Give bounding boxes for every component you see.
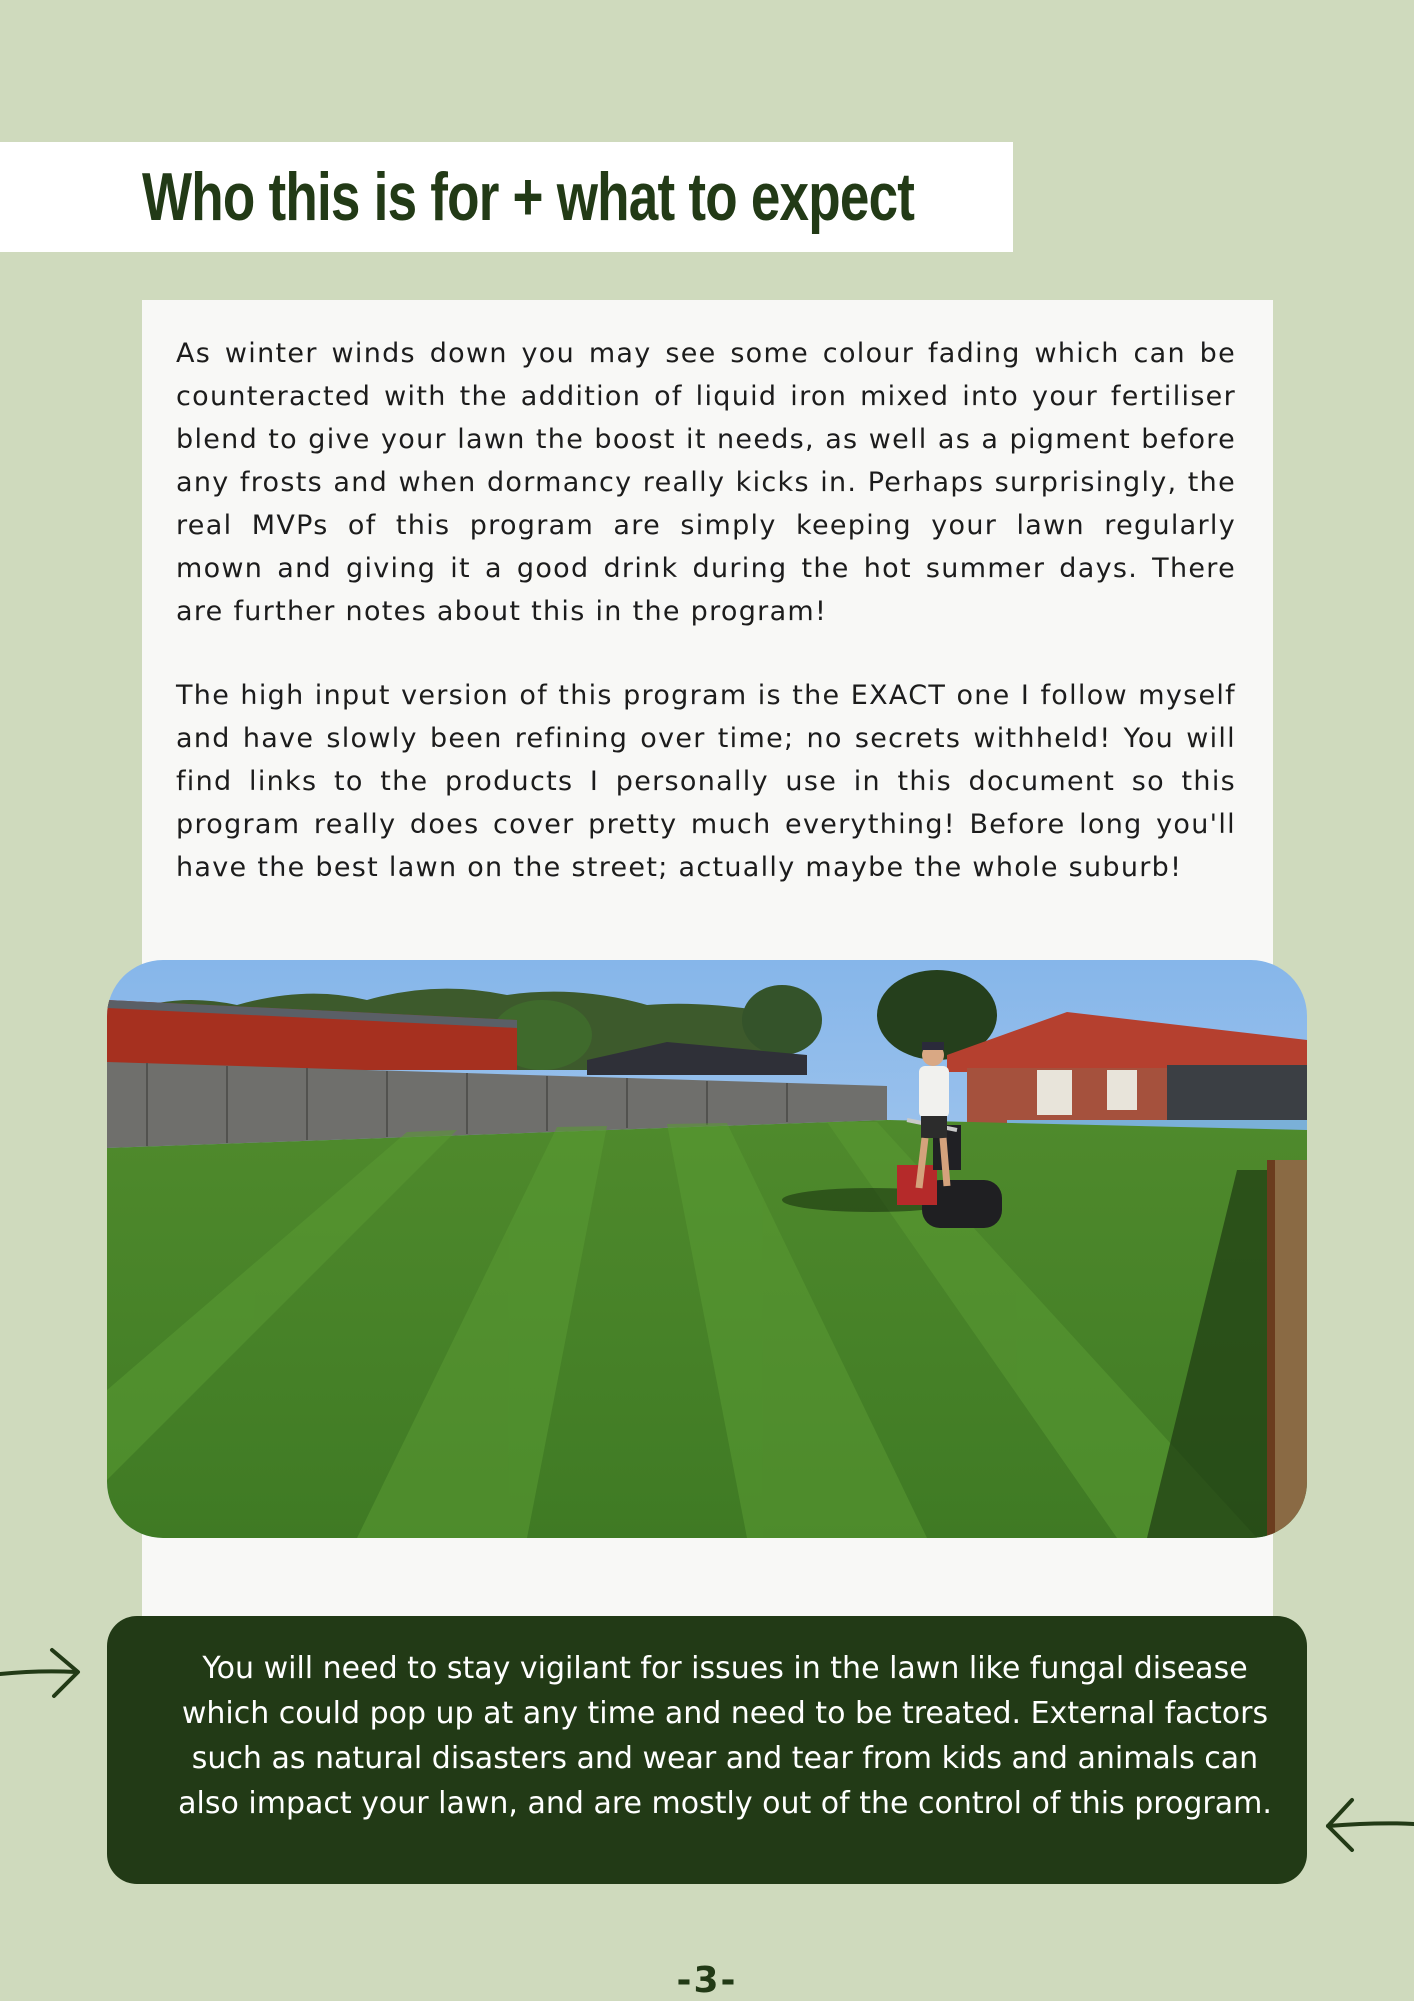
body-paragraph-1: As winter winds down you may see some colour fading which can be counteracted with the addition of liquid iron mixed into your fertiliser blend to give your lawn the boost it needs, as well as a pigment before any frosts and when dormancy really kicks in. Perhaps surprisingly, the real MVPs of this program are simply keeping your lawn regularly mown and giving it a good drink during the hot summer days. There are further notes about this in the program!: [176, 338, 1236, 627]
page-title: Who this is for + what to expect: [142, 159, 915, 235]
page-number: -3-: [676, 1960, 738, 2001]
arrow-right-icon: [0, 1644, 84, 1704]
callout-text: You will need to stay vigilant for issues in the lawn like fungal disease which could pop up at any time and need to be treated. External factors such as natural disasters and wear and tear from kids and animals can also impact your lawn, and are mostly out of the control of this program.: [178, 1651, 1272, 1821]
lawn-mowing-photo: [107, 960, 1307, 1538]
arrow-left-icon: [1318, 1796, 1414, 1856]
body-paragraph-2: The high input version of this program is the EXACT one I follow myself and have slowly been refining over time; no secrets withheld! You will find links to the products I personally use in this document so this program really does cover pretty much everything! Before long you'll have the best lawn on the street; actually maybe the whole suburb!: [176, 680, 1236, 883]
